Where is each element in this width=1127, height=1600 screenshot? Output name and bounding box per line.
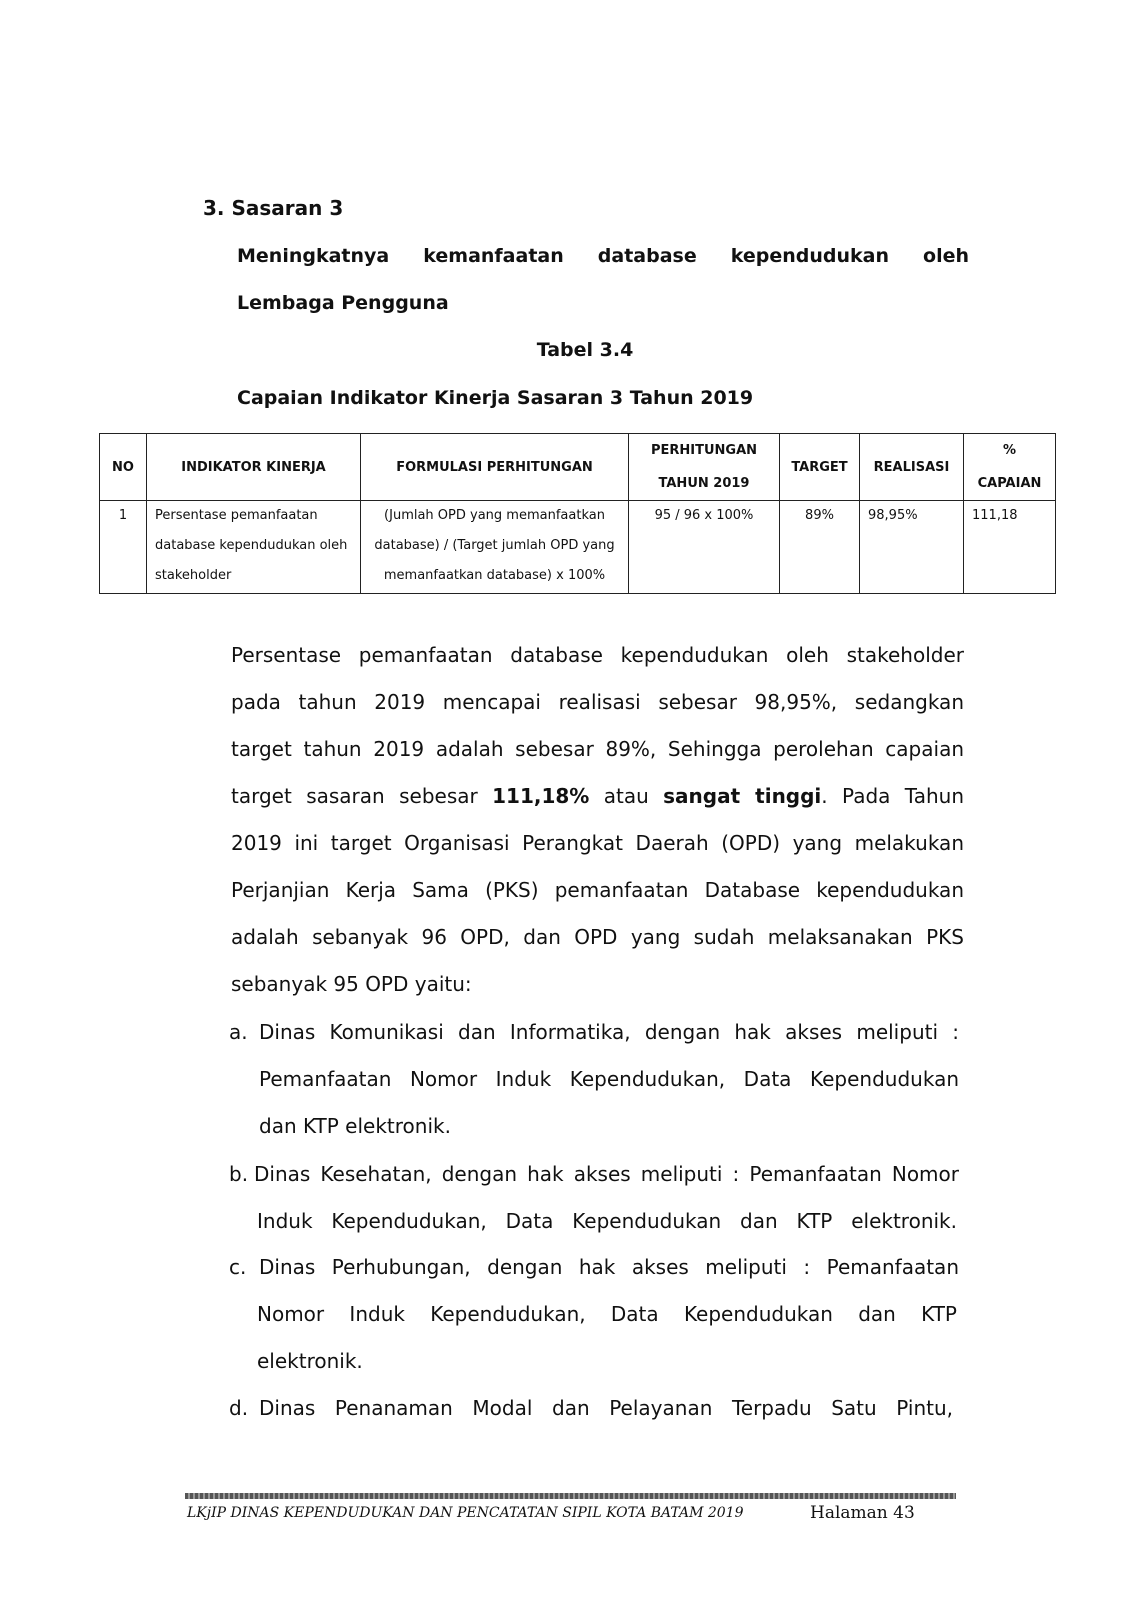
footer-rule — [185, 1493, 956, 1499]
list-item-line: Pemanfaatan Nomor Induk Kependudukan, Data Kependudukan — [259, 1067, 959, 1091]
cell-target: 89% — [780, 501, 860, 594]
header-no: NO — [100, 434, 147, 501]
header-perhitungan: PERHITUNGAN TAHUN 2019 — [629, 434, 780, 501]
subtitle-line: Meningkatnya kemanfaatan database kependudukan oleh — [237, 245, 969, 267]
footer-title: LKjIP DINAS KEPENDUDUKAN DAN PENCATATAN SIPIL KOTA BATAM 2019 — [187, 1505, 744, 1521]
table-header-row — [100, 434, 1056, 501]
page-number: Halaman 43 — [810, 1503, 915, 1523]
text: . Pada Tahun — [821, 784, 964, 808]
paragraph-line: adalah sebanyak 96 OPD, dan OPD yang sudah melaksanakan PKS — [231, 925, 964, 949]
paragraph-line: Perjanjian Kerja Sama (PKS) pemanfaatan Database kependudukan — [231, 878, 964, 902]
cell-perhitungan: 95 / 96 x 100% — [629, 501, 780, 594]
cell-formulasi: (Jumlah OPD yang memanfaatkan database) / (Target jumlah OPD yang memanfaatkan database) x 100% — [361, 501, 629, 594]
list-item-line: dan KTP elektronik. — [259, 1114, 451, 1138]
table-title: Tabel 3.4 — [536, 339, 634, 361]
subtitle-line: Lembaga Pengguna — [237, 292, 449, 314]
list-item-line: Dinas Kesehatan, dengan hak akses meliputi : Pemanfaatan Nomor — [254, 1162, 959, 1186]
list-item-line: Induk Kependudukan, Data Kependudukan dan KTP elektronik. — [257, 1209, 957, 1233]
header-formulasi: FORMULASI PERHITUNGAN — [361, 434, 629, 501]
table-caption: Capaian Indikator Kinerja Sasaran 3 Tahun 2019 — [237, 387, 754, 409]
paragraph-line: pada tahun 2019 mencapai realisasi sebesar 98,95%, sedangkan — [231, 690, 964, 714]
list-item-line: elektronik. — [257, 1349, 363, 1373]
list-label: b. — [229, 1162, 249, 1186]
capaian-rating: sangat tinggi — [663, 784, 822, 808]
list-item-line: Dinas Komunikasi dan Informatika, dengan hak akses meliputi : — [259, 1020, 959, 1044]
paragraph-line: sebanyak 95 OPD yaitu: — [231, 972, 472, 996]
cell-realisasi: 98,95% — [860, 501, 964, 594]
paragraph-line: Persentase pemanfaatan database kependudukan oleh stakeholder — [231, 643, 964, 667]
paragraph-line — [231, 784, 964, 808]
capaian-value: 111,18% — [492, 784, 590, 808]
cell-no: 1 — [100, 501, 147, 594]
list-label: d. — [229, 1396, 249, 1420]
section-heading: 3. Sasaran 3 — [203, 196, 344, 220]
list-label: c. — [229, 1255, 247, 1279]
cell-capaian: 111,18 — [964, 501, 1056, 594]
paragraph-line: target tahun 2019 adalah sebesar 89%, Sehingga perolehan capaian — [231, 737, 964, 761]
header-target: TARGET — [780, 434, 860, 501]
list-item-line: Dinas Penanaman Modal dan Pelayanan Terpadu Satu Pintu, — [259, 1396, 953, 1420]
header-capaian: % CAPAIAN — [964, 434, 1056, 501]
list-label: a. — [229, 1020, 248, 1044]
table-row — [100, 501, 1056, 594]
text: target sasaran sebesar — [231, 784, 493, 808]
header-indikator: INDIKATOR KINERJA — [147, 434, 361, 501]
list-item-line: Dinas Perhubungan, dengan hak akses meliputi : Pemanfaatan — [259, 1255, 959, 1279]
header-realisasi: REALISASI — [860, 434, 964, 501]
paragraph-line: 2019 ini target Organisasi Perangkat Daerah (OPD) yang melakukan — [231, 831, 964, 855]
text: atau — [589, 784, 664, 808]
performance-table — [99, 433, 1056, 594]
cell-indikator: Persentase pemanfaatan database kependudukan oleh stakeholder — [147, 501, 361, 594]
list-item-line: Nomor Induk Kependudukan, Data Kependudukan dan KTP — [257, 1302, 957, 1326]
